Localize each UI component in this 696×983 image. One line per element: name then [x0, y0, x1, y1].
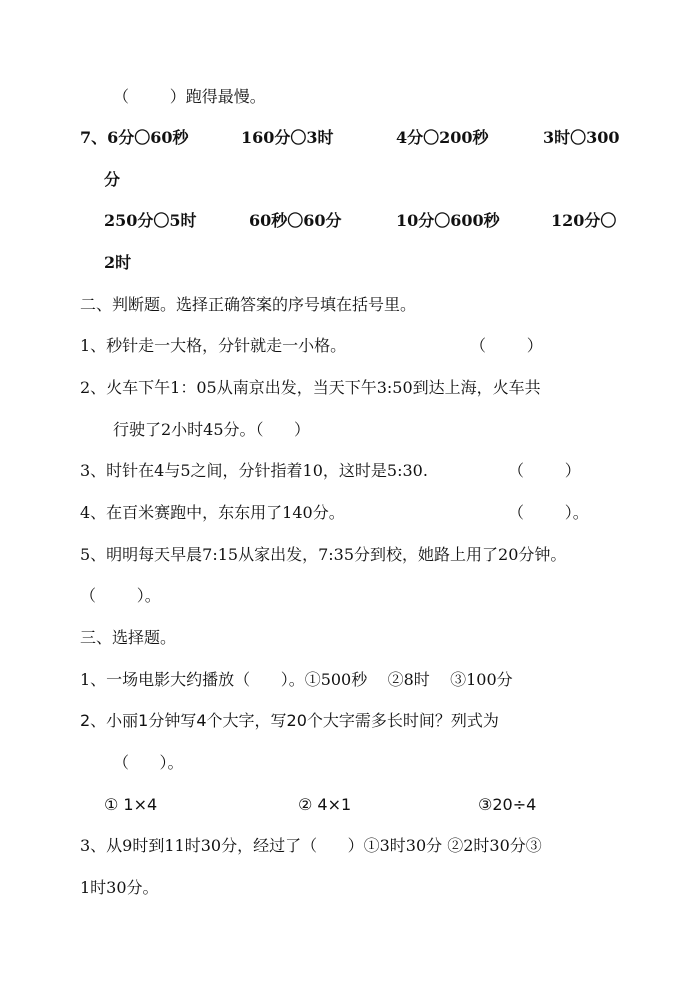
- judge-q3-answer-blank: （ ）: [508, 461, 581, 480]
- q7-compare-1: 7、6分〇60秒: [80, 128, 189, 147]
- choice-q2: 2、小丽1分钟写4个大字，写20个大字需多长时间？列式为: [80, 711, 499, 730]
- judge-q3: 3、时针在4与5之间，分针指着10，这时是5:30.: [80, 461, 428, 480]
- q7-compare-4-cont: 分: [104, 170, 121, 189]
- choice-q2-option-2: ② 4×1: [298, 795, 352, 814]
- q7-compare-3: 4分〇200秒: [396, 128, 489, 147]
- q7-compare-8-cont: 2时: [104, 253, 132, 272]
- judge-q4: 4、在百米赛跑中，东东用了140分。: [80, 503, 345, 522]
- section-3-heading: 三、选择题。: [80, 628, 177, 647]
- q7-compare-6: 60秒〇60分: [249, 211, 342, 230]
- choice-q2-answer-blank: （ ）。: [113, 753, 184, 772]
- choice-q3-cont: 1时30分。: [80, 878, 159, 897]
- q7-compare-2: 160分〇3时: [241, 128, 334, 147]
- judge-q4-answer-blank: （ ）。: [508, 503, 589, 522]
- choice-q2-option-3: ③20÷4: [478, 795, 537, 814]
- section-2-heading: 二、判断题。选择正确答案的序号填在括号里。: [80, 295, 417, 314]
- q7-compare-5: 250分〇5时: [104, 211, 197, 230]
- judge-q2-cont: 行驶了2小时45分。（ ）: [113, 420, 311, 439]
- choice-q2-option-1: ① 1×4: [104, 795, 158, 814]
- line-slowest-runner: （ ）跑得最慢。: [113, 87, 266, 106]
- choice-q1: 1、一场电影大约播放（ ）。①500秒 ②8时 ③100分: [80, 670, 513, 689]
- choice-q3: 3、从9时到11时30分，经过了（ ）①3时30分 ②2时30分③: [80, 836, 542, 855]
- q7-compare-7: 10分〇600秒: [396, 211, 500, 230]
- judge-q5: 5、明明每天早晨7:15从家出发，7:35分到校，她路上用了20分钟。: [80, 545, 567, 564]
- judge-q1: 1、秒针走一大格，分针就走一小格。: [80, 336, 347, 355]
- judge-q1-answer-blank: （ ）: [470, 336, 543, 355]
- judge-q5-answer-blank: （ ）。: [80, 586, 161, 605]
- judge-q2: 2、火车下午1：05从南京出发，当天下午3:50到达上海，火车共: [80, 378, 541, 397]
- q7-compare-4: 3时〇300: [543, 128, 620, 147]
- q7-compare-8: 120分〇: [551, 211, 617, 230]
